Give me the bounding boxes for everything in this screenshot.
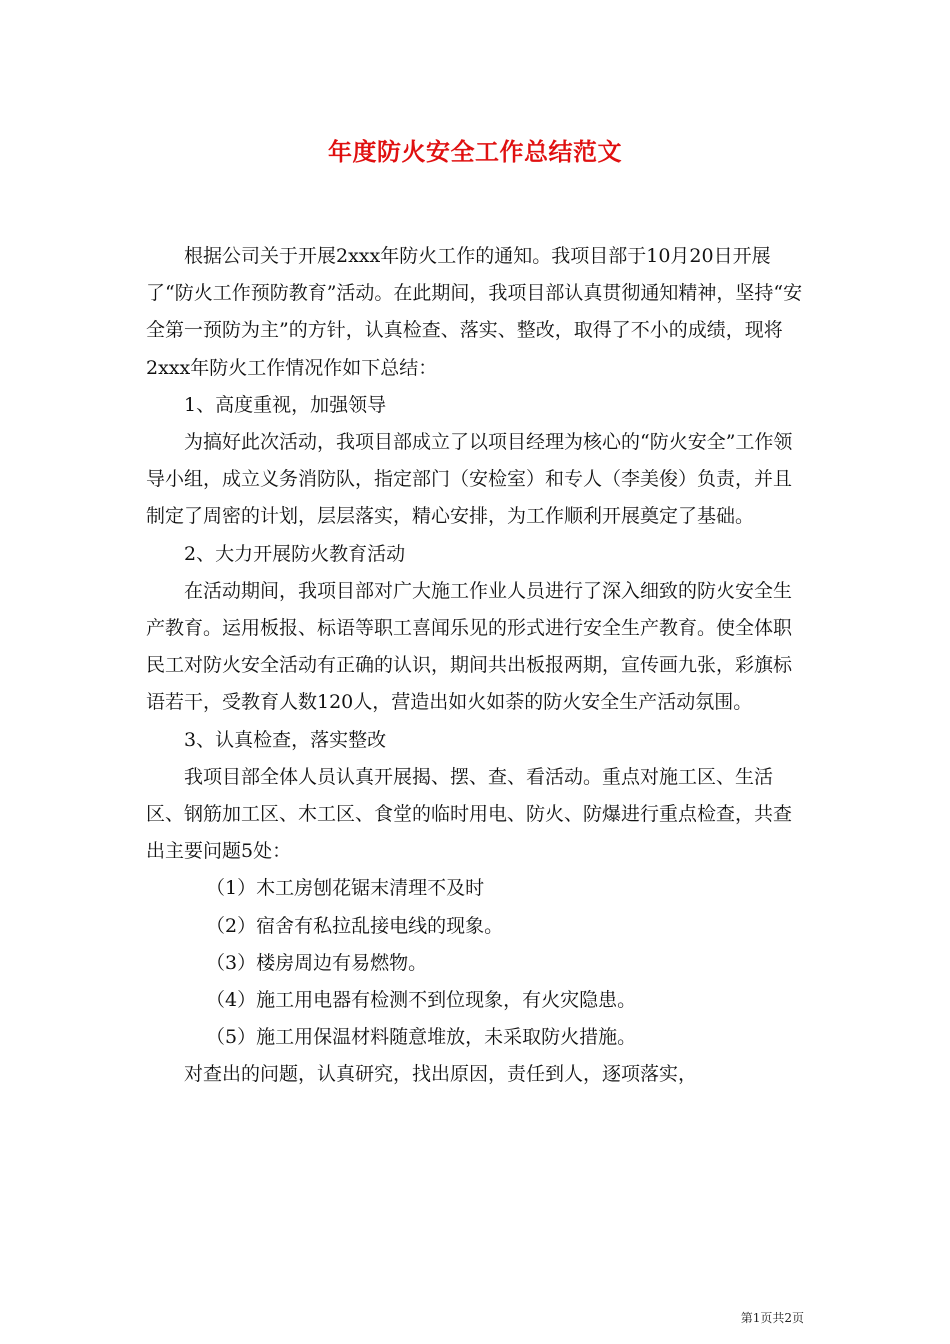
paragraph-section-1: 为搞好此次活动，我项目部成立了以项目经理为核心的“防火安全”工作领导小组，成立义务消防队，指定部门（安检室）和专人（李美俊）负责，并且制定了周密的计划，层层落实，精心安排，为工作顺利开展奠定了基础。	[146, 431, 793, 528]
section-heading-1: 1、高度重视，加强领导	[184, 393, 387, 416]
paragraph-intro: 根据公司关于开展2xxx年防火工作的通知。我项目部于10月20日开展了“防火工作预防教育”活动。在此期间，我项目部认真贯彻通知精神，坚持“安全第一预防为主”的方针，认真检查、落实、整改，取得了不小的成绩，现将2xxx年防火工作情况作如下总结：	[146, 245, 803, 379]
document-title: 年度防火安全工作总结范文	[328, 137, 622, 166]
document-body	[146, 238, 806, 1094]
list-item: （3）楼房周边有易燃物。	[206, 951, 428, 974]
list-item: （1）木工房刨花锯末清理不及时	[206, 877, 485, 900]
list-item: （4）施工用电器有检测不到位现象，有火灾隐患。	[206, 989, 637, 1012]
paragraph-section-3: 我项目部全体人员认真开展揭、摆、查、看活动。重点对施工区、生活区、钢筋加工区、木工区、食堂的临时用电、防火、防爆进行重点检查，共查出主要问题5处：	[146, 765, 793, 863]
page-number: 第1页共2页	[740, 1311, 804, 1325]
paragraph-followup: 对查出的问题，认真研究，找出原因，责任到人，逐项落实，	[184, 1063, 698, 1086]
paragraph-section-2: 在活动期间，我项目部对广大施工作业人员进行了深入细致的防火安全生产教育。运用板报、标语等职工喜闻乐见的形式进行安全生产教育。使全体职民工对防火安全活动有正确的认识，期间共出板报两期，宣传画九张，彩旗标语若干，受教育人数120人，营造出如火如荼的防火安全生产活动氛围。	[146, 579, 793, 714]
list-item: （2）宿舍有私拉乱接电线的现象。	[206, 914, 504, 937]
section-heading-2: 2、大力开展防火教育活动	[184, 542, 406, 565]
section-heading-3: 3、认真检查，落实整改	[184, 728, 387, 751]
list-item: （5）施工用保温材料随意堆放，未采取防火措施。	[206, 1026, 637, 1049]
